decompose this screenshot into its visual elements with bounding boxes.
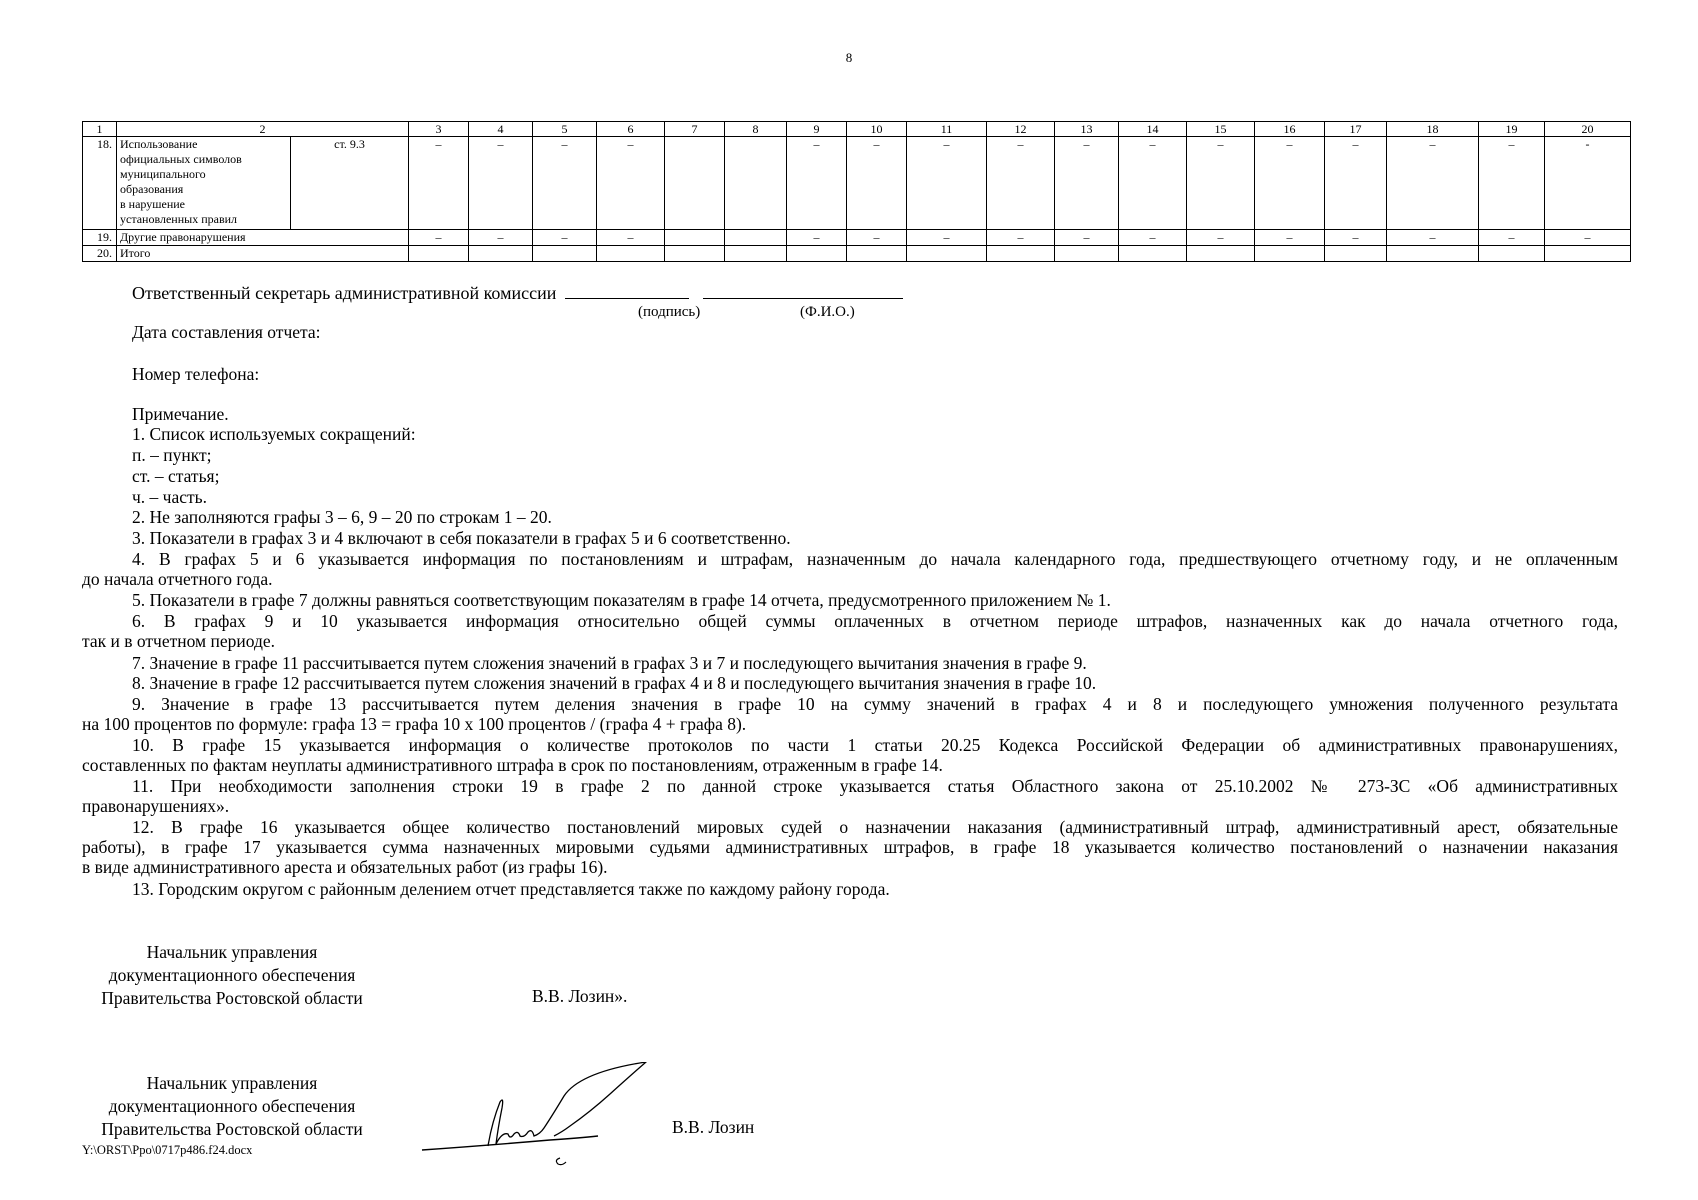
table-cell: – [787,230,847,246]
header-cell: 5 [533,122,597,137]
table-cell: – [987,137,1055,230]
table-cell [665,230,725,246]
note-line: на 100 процентов по формуле: графа 13 = графа 10 х 100 процентов / (графа 4 + графа 8). [82,714,747,734]
header-cell: 4 [469,122,533,137]
table-cell: – [409,230,469,246]
table-cell [1255,246,1325,262]
note-item [82,735,1618,775]
table-row [83,246,1631,262]
responsible-secretary-label: Ответственный секретарь административной комиссии [132,283,557,303]
signer-title-line: Правительства Ростовской области [101,988,363,1008]
note-item: 2. Не заполняются графы 3 – 6, 9 – 20 по строкам 1 – 20. [132,507,552,527]
header-cell: 19 [1479,122,1545,137]
note-line: 4. В графах 5 и 6 указывается информация по постановлениям и штрафам, назначенным до начала календарного года, предшествующего отчетному году, и не оплаченным [132,549,1618,569]
table-cell [1545,246,1631,262]
table-cell: – [987,230,1055,246]
table-cell: – [533,137,597,230]
signer-title-line: Начальник управления [146,1073,318,1093]
row-article: ст. 9.3 [291,137,409,230]
note-item [82,549,1618,589]
table-cell: – [1187,137,1255,230]
table-cell: – [597,230,665,246]
signature-caption: (подпись) [638,304,701,320]
header-cell: 16 [1255,122,1325,137]
table-row [83,137,1631,230]
table-cell: – [907,137,987,230]
table-cell: – [1255,230,1325,246]
page-number: 8 [845,50,853,65]
header-cell: 8 [725,122,787,137]
signer-title [82,1072,382,1141]
header-cell: 14 [1119,122,1187,137]
signer-title-line: Начальник управления [146,942,318,962]
table-cell [1119,246,1187,262]
header-cell: 18 [1387,122,1479,137]
abbrev-title: 1. Список используемых сокращений: [132,424,416,444]
table-cell: – [847,230,907,246]
table-cell: – [1387,230,1479,246]
table-cell: – [1055,137,1119,230]
table-cell: – [1255,137,1325,230]
phone-label: Номер телефона: [132,364,260,384]
report-table [82,121,1631,262]
header-cell: 7 [665,122,725,137]
note-line: 6. В графах 9 и 10 указывается информация относительно общей суммы оплаченных в отчетном периоде штрафов, назначенных как до начала отчетного года, [132,611,1618,631]
signature-blank [565,282,689,299]
table-cell [987,246,1055,262]
row-name-line: официальных символов [120,152,242,166]
row-name-line: в нарушение [120,197,185,211]
note-item: 5. Показатели в графе 7 должны равняться соответствующим показателям в графе 14 отчета, предусмотренного приложением № 1. [132,590,1111,610]
note-item: 13. Городским округом с районным делением отчет представляется также по каждому району города. [132,879,890,899]
row-name: Другие правонарушения [117,230,409,246]
table-cell [907,246,987,262]
table-cell: – [1187,230,1255,246]
header-cell: 17 [1325,122,1387,137]
header-cell: 12 [987,122,1055,137]
header-cell: 2 [117,122,409,137]
signer-title-line: документационного обеспечения [108,965,356,985]
table-cell [847,246,907,262]
table-cell: – [787,137,847,230]
note-line: 10. В графе 15 указывается информация о количестве протоколов по части 1 статьи 20.25 Кодекса Российской Федерации об административных правонарушениях, [132,735,1618,755]
table-cell: – [597,137,665,230]
note-title: Примечание. [132,404,229,424]
file-path: Y:\ORST\Ppo\0717p486.f24.docx [82,1143,253,1157]
row-name-line: Использование [120,137,198,151]
row-name-line: установленных правил [120,212,238,226]
table-header-row [83,122,1631,137]
header-cell: 20 [1545,122,1631,137]
table-cell: – [409,137,469,230]
table-cell: – [1387,137,1479,230]
header-cell: 10 [847,122,907,137]
note-line: 9. Значение в графе 13 рассчитывается путем деления значения в графе 10 на сумму значений в графах 4 и 8 и последующего умножения полученного результата [132,694,1618,714]
note-line: 11. При необходимости заполнения строки 19 в графе 2 по данной строке указывается статья Областного закона от 25.10.2002 № 273-ЗС «Об административных [132,776,1618,796]
table-cell [1387,246,1479,262]
table-cell: – [1055,230,1119,246]
signer-title-line: Правительства Ростовской области [101,1119,363,1139]
table-cell: – [533,230,597,246]
note-item: 7. Значение в графе 11 рассчитывается путем сложения значений в графах 3 и 7 и последующего вычитания значения в графе 9. [132,653,1087,673]
table-cell: – [1119,230,1187,246]
table-cell: – [1325,137,1387,230]
abbrev-item: п. – пункт; [132,445,212,465]
abbrev-item: ч. – часть. [132,487,208,507]
note-item [82,776,1618,816]
header-cell: 11 [907,122,987,137]
handwritten-signature [420,1062,660,1172]
table-cell [597,246,665,262]
table-cell [1325,246,1387,262]
table-cell: – [1479,230,1545,246]
header-cell: 13 [1055,122,1119,137]
note-line: в виде административного ареста и обязательных работ (из графы 16). [82,857,608,877]
note-item [82,611,1618,651]
table-cell [725,246,787,262]
row-name-line: муниципального [120,167,206,181]
table-cell: – [847,137,907,230]
table-cell: – [1325,230,1387,246]
responsible-secretary-line [132,282,903,304]
note-line: до начала отчетного года. [82,569,273,589]
report-date-label: Дата составления отчета: [132,322,321,342]
table-cell [1187,246,1255,262]
row-name [117,137,291,230]
table-cell: – [1119,137,1187,230]
header-cell: 3 [409,122,469,137]
table-cell [725,230,787,246]
abbrev-item: ст. – статья; [132,466,220,486]
header-cell: 9 [787,122,847,137]
table-cell: – [1479,137,1545,230]
table-cell [1055,246,1119,262]
table-cell [469,246,533,262]
table-cell: - [1545,137,1631,230]
note-line: составленных по фактам неуплаты административного штрафа в срок по постановлениям, отраженным в графе 14. [82,755,943,775]
table-cell [787,246,847,262]
table-cell [533,246,597,262]
row-number: 18. [83,137,117,230]
table-cell [665,246,725,262]
note-line: работы), в графе 17 указывается сумма назначенных мировыми судьями административных штрафов, в графе 18 указывается количество постановлений о назначении наказания [82,837,1618,857]
fio-caption: (Ф.И.О.) [800,304,855,320]
table-cell: – [469,137,533,230]
table-cell [665,137,725,230]
signer-name: В.В. Лозин». [532,986,628,1006]
note-line: 12. В графе 16 указывается общее количество постановлений мировых судей о назначении наказания (административный штраф, административный арест, обязательные [132,817,1618,837]
table-row [83,230,1631,246]
note-item [82,694,1618,734]
signer-name: В.В. Лозин [672,1117,755,1137]
table-cell [409,246,469,262]
row-number: 20. [83,246,117,262]
table-cell [725,137,787,230]
header-cell: 1 [83,122,117,137]
table-cell: – [907,230,987,246]
table-cell: – [469,230,533,246]
row-name: Итого [117,246,409,262]
row-number: 19. [83,230,117,246]
note-item: 8. Значение в графе 12 рассчитывается путем сложения значений в графах 4 и 8 и последующего вычитания значения в графе 10. [132,673,1097,693]
table-cell: – [1545,230,1631,246]
signer-title [82,941,382,1010]
row-name-line: образования [120,182,184,196]
header-cell: 15 [1187,122,1255,137]
note-line: так и в отчетном периоде. [82,631,276,651]
table-cell [1479,246,1545,262]
signer-title-line: документационного обеспечения [108,1096,356,1116]
fio-blank [703,282,903,299]
note-item: 3. Показатели в графах 3 и 4 включают в себя показатели в графах 5 и 6 соответственно. [132,528,791,548]
note-item [82,817,1618,877]
note-line: правонарушениях». [82,796,230,816]
header-cell: 6 [597,122,665,137]
